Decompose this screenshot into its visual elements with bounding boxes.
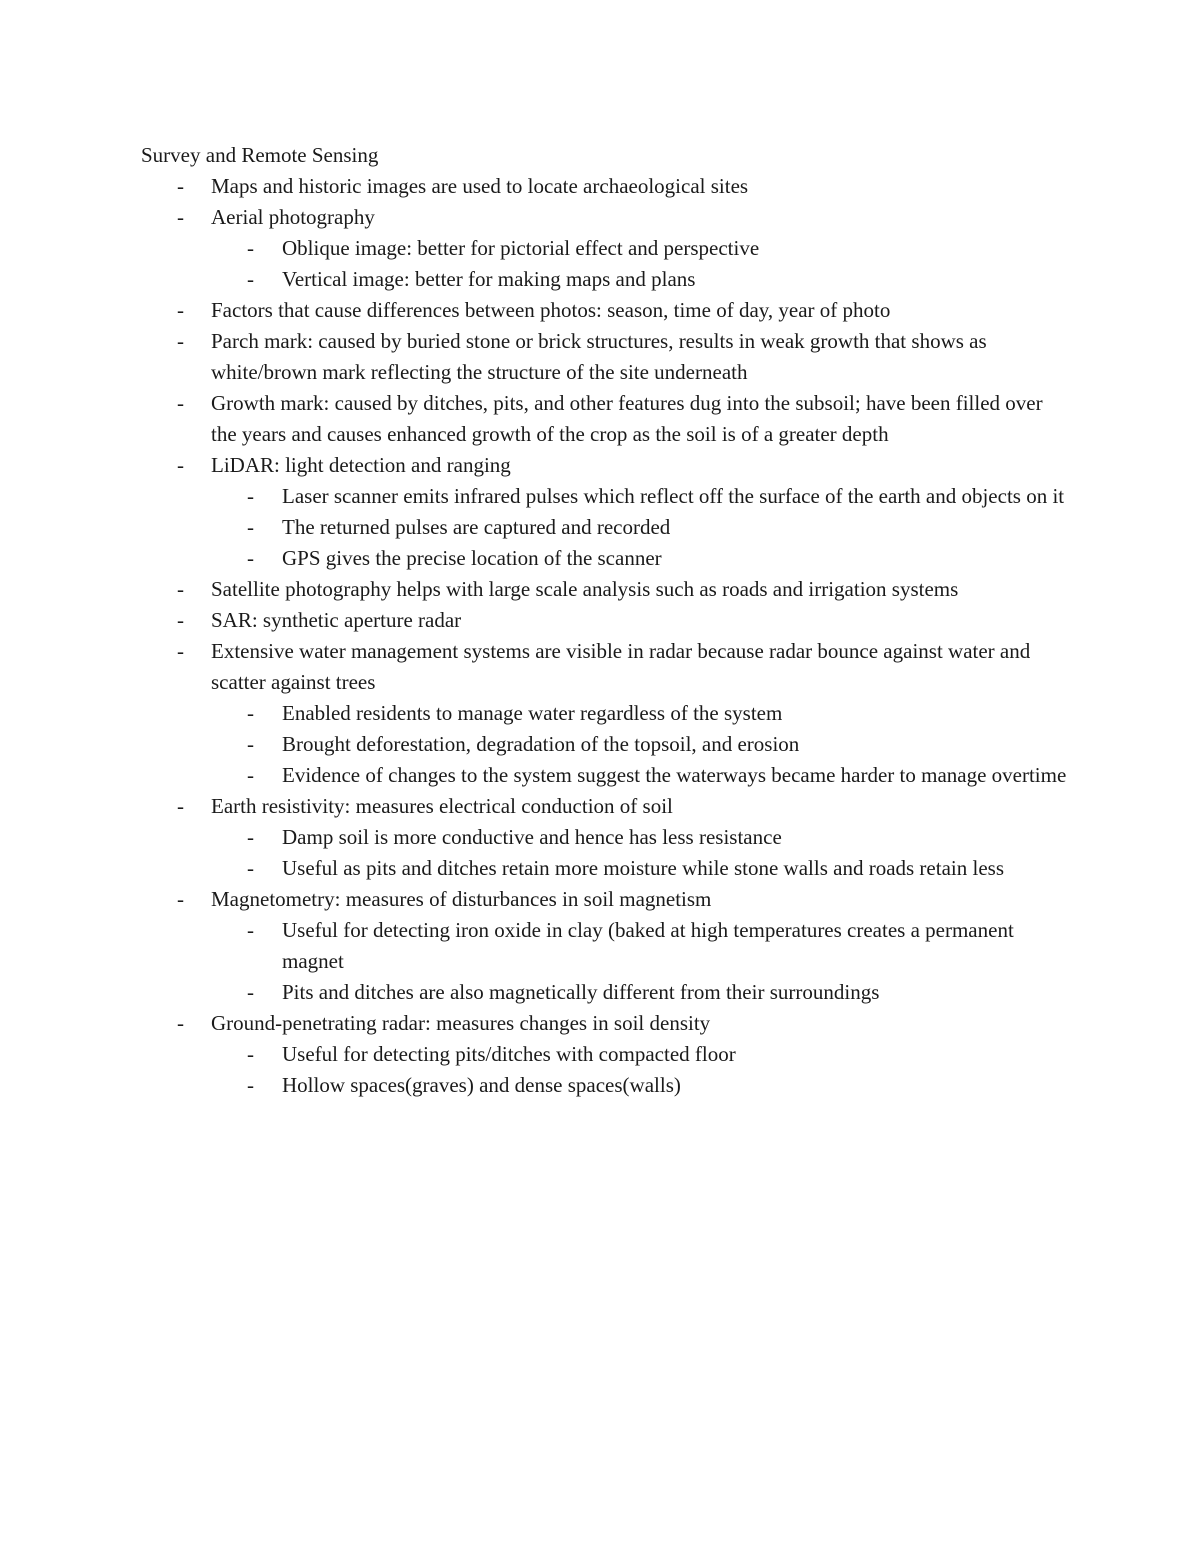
sub-list-item: [211, 1039, 1071, 1070]
bullet-dash: -: [177, 329, 184, 353]
list-item-text: Ground-penetrating radar: measures changes in soil density: [211, 1011, 711, 1035]
list-item-text: Earth resistivity: measures electrical conduction of soil: [211, 794, 673, 818]
sub-list-item: [211, 760, 1071, 791]
sub-list-item-text: Oblique image: better for pictorial effect and perspective: [282, 236, 760, 260]
sub-list-item: [211, 822, 1071, 853]
sub-list-item-text: Vertical image: better for making maps and plans: [282, 267, 696, 291]
sub-bullet-list: [211, 822, 1071, 884]
bullet-dash: -: [177, 887, 184, 911]
bullet-dash: -: [247, 980, 254, 1004]
list-item: [141, 295, 1071, 326]
list-item-text: Growth mark: caused by ditches, pits, and other features dug into the subsoil; have been filled over the years and causes enhanced growth of the crop as the soil is of a greater depth: [211, 391, 1043, 446]
sub-list-item: [211, 233, 1071, 264]
sub-list-item: [211, 512, 1071, 543]
sub-list-item-text: Damp soil is more conductive and hence has less resistance: [282, 825, 782, 849]
list-item-text: Maps and historic images are used to locate archaeological sites: [211, 174, 749, 198]
bullet-dash: -: [177, 298, 184, 322]
sub-list-item-text: Laser scanner emits infrared pulses which reflect off the surface of the earth and objects on it: [282, 484, 1065, 508]
bullet-list: [141, 171, 1071, 1101]
sub-list-item: [211, 977, 1071, 1008]
list-item-text: SAR: synthetic aperture radar: [211, 608, 462, 632]
bullet-dash: -: [177, 174, 184, 198]
sub-list-item-text: Useful as pits and ditches retain more moisture while stone walls and roads retain less: [282, 856, 1004, 880]
sub-list-item-text: GPS gives the precise location of the scanner: [282, 546, 662, 570]
list-item-text: Factors that cause differences between photos: season, time of day, year of photo: [211, 298, 891, 322]
sub-list-item: [211, 264, 1071, 295]
list-item: [141, 171, 1071, 202]
bullet-dash: -: [247, 763, 254, 787]
sub-bullet-list: [211, 481, 1071, 574]
sub-list-item-text: Useful for detecting pits/ditches with compacted floor: [282, 1042, 736, 1066]
sub-list-item-text: Evidence of changes to the system suggest the waterways became harder to manage overtime: [282, 763, 1067, 787]
list-item-text: LiDAR: light detection and ranging: [211, 453, 511, 477]
sub-list-item: [211, 698, 1071, 729]
sub-list-item-text: Useful for detecting iron oxide in clay (baked at high temperatures creates a permanent magnet: [282, 918, 1014, 973]
bullet-dash: -: [177, 608, 184, 632]
sub-list-item: [211, 729, 1071, 760]
sub-list-item-text: Hollow spaces(graves) and dense spaces(walls): [282, 1073, 681, 1097]
bullet-dash: -: [247, 701, 254, 725]
list-item-text: Extensive water management systems are visible in radar because radar bounce against water and scatter against trees: [211, 639, 1031, 694]
sub-list-item-text: Brought deforestation, degradation of the topsoil, and erosion: [282, 732, 800, 756]
list-item: [141, 791, 1071, 884]
list-item-text: Satellite photography helps with large scale analysis such as roads and irrigation systems: [211, 577, 959, 601]
list-item-text: Aerial photography: [211, 205, 375, 229]
bullet-dash: -: [177, 639, 184, 663]
bullet-dash: -: [247, 267, 254, 291]
document-title: Survey and Remote Sensing: [141, 143, 379, 167]
list-item: [141, 450, 1071, 574]
bullet-dash: -: [177, 391, 184, 415]
sub-list-item: [211, 1070, 1071, 1101]
sub-list-item: [211, 543, 1071, 574]
list-item: [141, 388, 1071, 450]
bullet-dash: -: [247, 825, 254, 849]
list-item: [141, 636, 1071, 791]
bullet-dash: -: [247, 1073, 254, 1097]
bullet-dash: -: [177, 1011, 184, 1035]
sub-list-item-text: The returned pulses are captured and recorded: [282, 515, 671, 539]
list-item: [141, 884, 1071, 1008]
list-item: [141, 605, 1071, 636]
bullet-dash: -: [177, 577, 184, 601]
bullet-dash: -: [247, 856, 254, 880]
list-item: [141, 326, 1071, 388]
document-content: [141, 140, 1071, 1101]
sub-bullet-list: [211, 1039, 1071, 1101]
bullet-dash: -: [247, 546, 254, 570]
bullet-dash: -: [247, 1042, 254, 1066]
list-item-text: Parch mark: caused by buried stone or brick structures, results in weak growth that shows as white/brown mark reflecting the structure of the site underneath: [211, 329, 987, 384]
bullet-dash: -: [247, 515, 254, 539]
list-item-text: Magnetometry: measures of disturbances in soil magnetism: [211, 887, 712, 911]
bullet-dash: -: [177, 205, 184, 229]
bullet-dash: -: [247, 732, 254, 756]
sub-bullet-list: [211, 698, 1071, 791]
sub-list-item: [211, 915, 1071, 977]
list-item: [141, 574, 1071, 605]
list-item: [141, 1008, 1071, 1101]
bullet-dash: -: [247, 918, 254, 942]
bullet-dash: -: [247, 484, 254, 508]
sub-list-item-text: Enabled residents to manage water regardless of the system: [282, 701, 783, 725]
bullet-dash: -: [247, 236, 254, 260]
list-item: [141, 202, 1071, 295]
sub-list-item-text: Pits and ditches are also magnetically different from their surroundings: [282, 980, 880, 1004]
sub-list-item: [211, 853, 1071, 884]
bullet-dash: -: [177, 794, 184, 818]
bullet-dash: -: [177, 453, 184, 477]
sub-bullet-list: [211, 915, 1071, 1008]
sub-bullet-list: [211, 233, 1071, 295]
sub-list-item: [211, 481, 1071, 512]
